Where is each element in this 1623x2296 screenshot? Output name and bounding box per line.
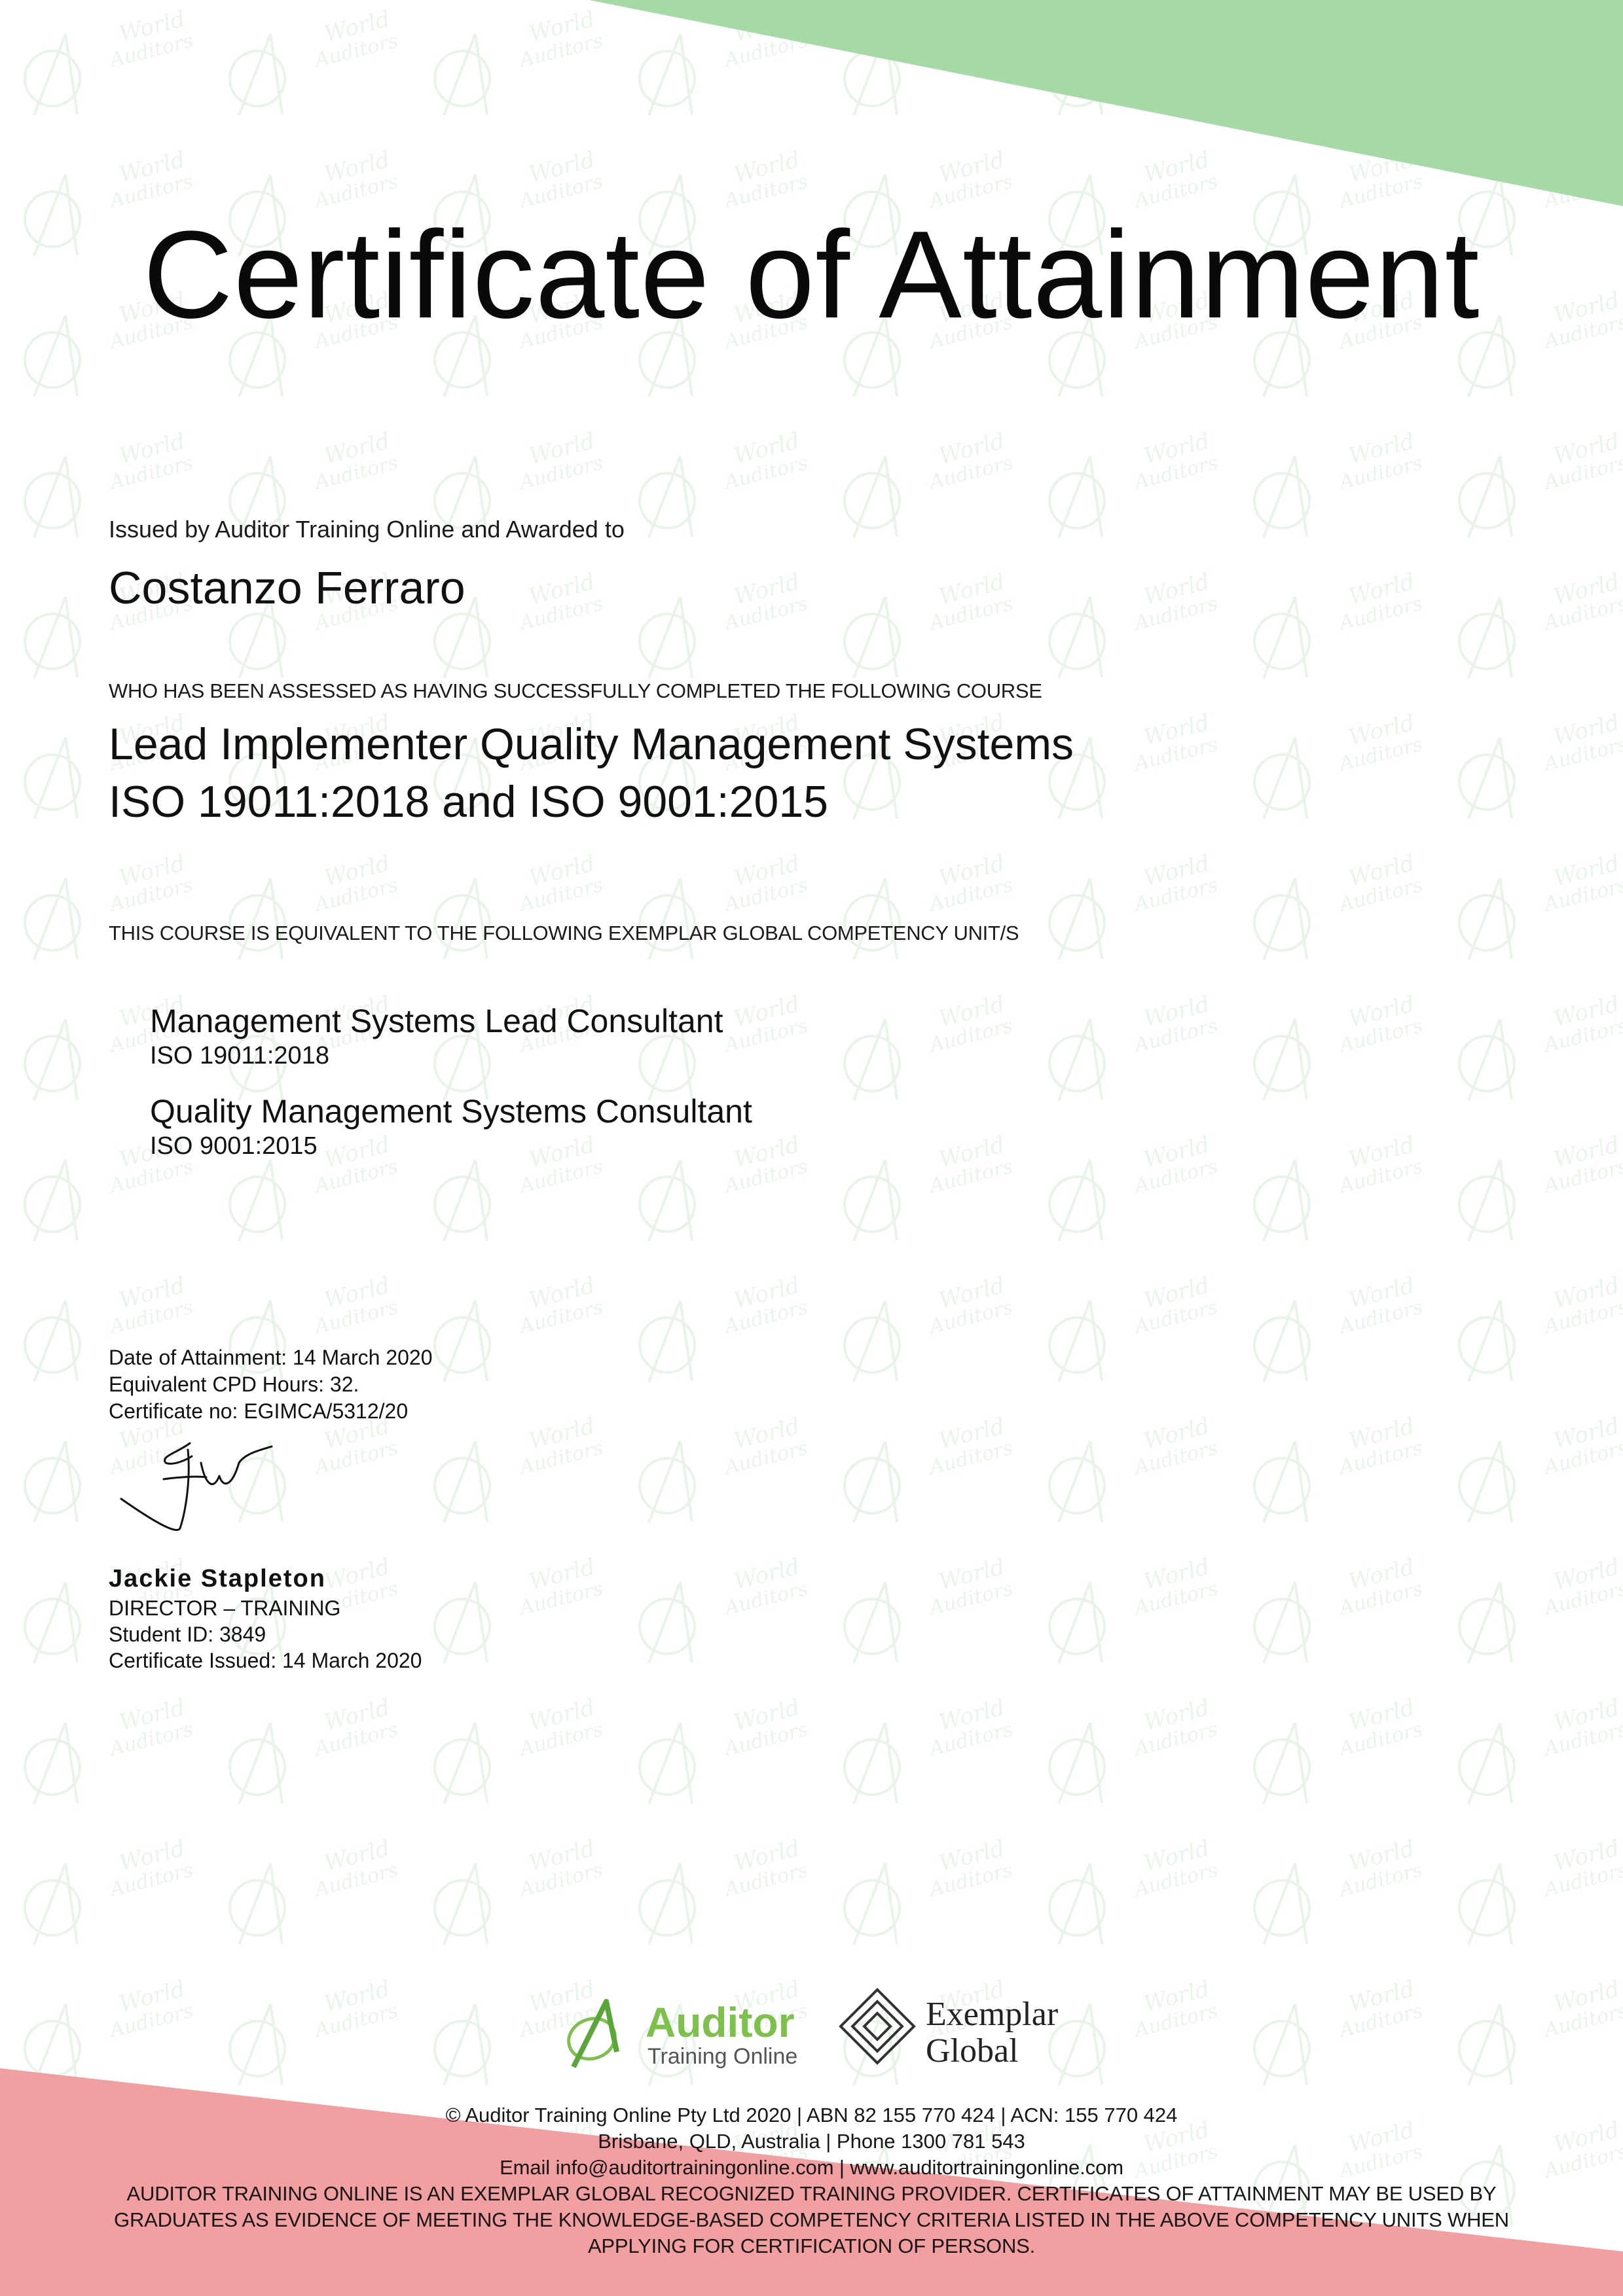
- student-id: Student ID: 3849: [109, 1623, 266, 1646]
- unit-name: Quality Management Systems Consultant: [150, 1093, 752, 1130]
- certificate-title: Certificate of Attainment: [143, 206, 1480, 344]
- signature-image: [115, 1437, 285, 1545]
- attainment-details: [109, 1344, 433, 1425]
- recipient-name: Costanzo Ferraro: [109, 562, 465, 613]
- certificate-issued-date: Certificate Issued: 14 March 2020: [109, 1649, 422, 1672]
- unit-standard: ISO 9001:2015: [150, 1132, 318, 1160]
- competency-unit: [150, 1092, 752, 1161]
- copyright-line: © Auditor Training Online Pty Ltd 2020 | ABN 82 155 770 424 | ACN: 155 770 424: [445, 2104, 1178, 2126]
- certificate-number: Certificate no: EGIMCA/5312/20: [109, 1399, 409, 1423]
- unit-standard: ISO 19011:2018: [150, 1042, 329, 1069]
- certificate-footer: [0, 2102, 1623, 2259]
- signatory-details: [109, 1595, 422, 1674]
- competency-units: [150, 1001, 752, 1182]
- course-title-line-2: ISO 19011:2018 and ISO 9001:2015: [109, 777, 828, 827]
- signatory-name: Jackie Stapleton: [109, 1565, 326, 1592]
- address-line: Brisbane, QLD, Australia | Phone 1300 781 543: [598, 2130, 1025, 2153]
- exemplar-global-logo: [837, 1984, 1085, 2076]
- assessed-statement: WHO HAS BEEN ASSESSED AS HAVING SUCCESSFULLY COMPLETED THE FOLLOWING COURSE: [109, 679, 1042, 702]
- unit-name: Management Systems Lead Consultant: [150, 1003, 723, 1039]
- svg-text:Auditor: Auditor: [646, 1999, 795, 2046]
- issued-by-text: Issued by Auditor Training Online and Awarded to: [109, 516, 625, 543]
- equivalence-statement: THIS COURSE IS EQUIVALENT TO THE FOLLOWING EXEMPLAR GLOBAL COMPETENCY UNIT/S: [109, 922, 1019, 944]
- auditor-training-online-logo: [560, 1990, 835, 2075]
- course-title-line-1: Lead Implementer Quality Management Systems: [109, 719, 1074, 769]
- svg-text:Global: Global: [926, 2032, 1019, 2070]
- svg-text:Exemplar: Exemplar: [926, 1996, 1059, 2033]
- disclaimer-line-1: AUDITOR TRAINING ONLINE IS AN EXEMPLAR GLOBAL RECOGNIZED TRAINING PROVIDER. CERTIFICATES OF ATTAINMENT MAY BE USED BY: [126, 2182, 1497, 2205]
- competency-unit: [150, 1001, 752, 1071]
- disclaimer-line-3: APPLYING FOR CERTIFICATION OF PERSONS.: [587, 2234, 1036, 2257]
- contact-line: Email info@auditortrainingonline.com | www.auditortrainingonline.com: [500, 2156, 1123, 2179]
- svg-text:Training Online: Training Online: [647, 2044, 798, 2069]
- signatory-role: DIRECTOR – TRAINING: [109, 1596, 341, 1620]
- course-title: [109, 715, 1074, 831]
- cpd-hours: Equivalent CPD Hours: 32.: [109, 1372, 359, 1396]
- date-of-attainment: Date of Attainment: 14 March 2020: [109, 1346, 433, 1369]
- disclaimer-line-2: GRADUATES AS EVIDENCE OF MEETING THE KNOWLEDGE-BASED COMPETENCY CRITERIA LISTED IN THE ABOVE COMPETENCY UNITS WHEN: [114, 2208, 1509, 2231]
